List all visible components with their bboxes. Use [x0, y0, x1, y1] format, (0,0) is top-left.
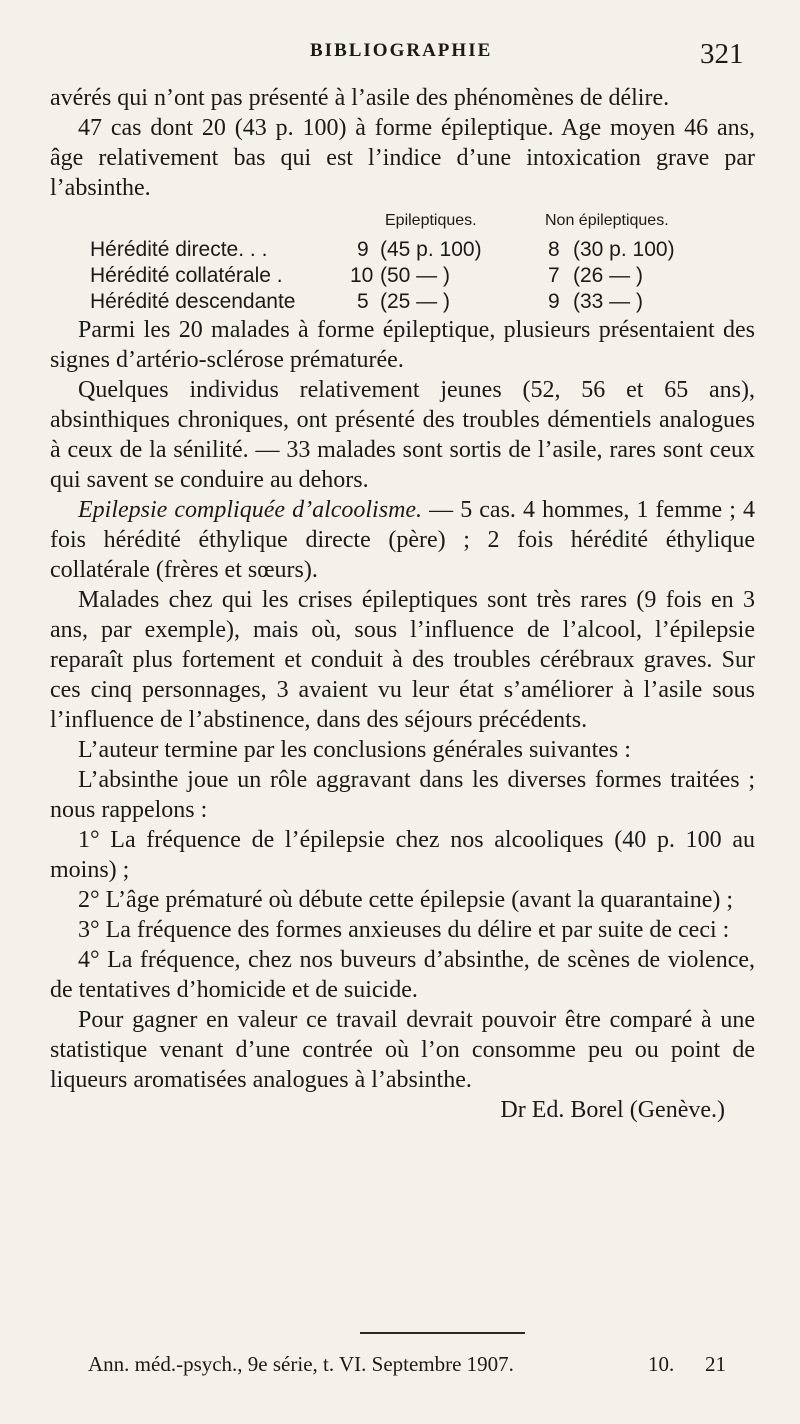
paragraph-continuation: avérés qui n’ont pas présenté à l’asile des phénomènes de délire.	[50, 85, 670, 111]
table-column-headers	[50, 203, 755, 233]
col-non-epileptiques: Non épileptiques.	[545, 212, 669, 229]
row-label: Hérédité collatérale .	[90, 264, 283, 287]
section-body: — 5 cas. 4 hommes, 1 femme ; 4 fois hérédité éthylique directe (père) ; 2 fois hérédité éthylique collatérale (frères et sœurs).	[50, 497, 756, 583]
cell-nonepi-count: 9	[548, 290, 560, 313]
paragraph-crises: Malades chez qui les crises épileptiques sont très rares (9 fois en 3 ans, par exemple), mais où, sous l’influence de l’alcool, l’épilepsie reparaît plus fortement et conduit à des troubles cérébraux graves. Sur ces cinq personnages, 3 avaient vu leur état s’améliorer à l’asile sous l’influence de l’abstinence, dans des séjours précédents.	[50, 587, 755, 733]
cell-nonepi-count: 7	[548, 264, 560, 287]
table-row	[50, 263, 755, 289]
heredity-table	[50, 237, 755, 315]
row-label: Hérédité directe. . .	[90, 238, 268, 261]
cell-epi-count: 10	[350, 264, 374, 287]
paragraph-final: Pour gagner en valeur ce travail devrait pouvoir être comparé à une statistique venant d’une contrée où l’on consomme peu ou point de liqueurs aromatisées analogues à l’absinthe.	[50, 1007, 755, 1093]
table-row	[50, 237, 755, 263]
cell-nonepi-percent: (33 — )	[573, 290, 644, 313]
cell-nonepi-percent: (30 p. 100)	[573, 238, 675, 261]
paragraph-epilepsie-alcoolisme	[50, 495, 755, 585]
page-footer	[88, 1352, 728, 1382]
row-label: Hérédité descendante	[90, 290, 296, 313]
table-row	[50, 289, 755, 315]
paragraph-absinthe-role: L’absinthe joue un rôle aggravant dans les diverses formes traitées ; nous rappelons :	[50, 767, 755, 823]
sheet-number: 10.	[648, 1352, 675, 1376]
cell-epi-count: 5	[357, 290, 369, 313]
cell-epi-percent: (45 p. 100)	[380, 238, 482, 261]
page-header	[0, 40, 800, 80]
author-signature: Dr Ed. Borel (Genève.)	[500, 1097, 725, 1123]
section-title: Epilepsie compliquée d’alcoolisme.	[78, 497, 423, 523]
cell-nonepi-percent: (26 — )	[573, 264, 644, 287]
conclusion-1: 1° La fréquence de l’épilepsie chez nos alcooliques (40 p. 100 au moins) ;	[50, 827, 755, 883]
conclusion-3: 3° La fréquence des formes anxieuses du délire et par suite de ceci :	[78, 917, 730, 943]
body-text	[50, 83, 755, 1125]
running-title: BIBLIOGRAPHIE	[310, 40, 493, 61]
page-number: 321	[700, 38, 744, 70]
cell-epi-percent: (25 — )	[380, 290, 451, 313]
conclusion-2: 2° L’âge prématuré où débute cette épilepsie (avant la quarantaine) ;	[78, 887, 734, 913]
footer-rule	[360, 1332, 525, 1334]
paragraph-47-cases: 47 cas dont 20 (43 p. 100) à forme épileptique. Age moyen 46 ans, âge relativement bas qui est l’indice d’une intoxication grave par l’absinthe.	[50, 115, 755, 201]
col-epileptiques: Epileptiques.	[385, 212, 477, 229]
paragraph-demence: Quelques individus relativement jeunes (52, 56 et 65 ans), absinthiques chroniques, ont présenté des troubles démentiels analogues à ceux de la sénilité. — 33 malades sont sortis de l’asile, rares sont ceux qui savent se conduire au dehors.	[50, 377, 755, 493]
journal-citation: Ann. méd.-psych., 9e série, t. VI. Septembre 1907.	[88, 1352, 514, 1376]
paragraph-conclusions-intro: L’auteur termine par les conclusions générales suivantes :	[78, 737, 631, 763]
paragraph-arteriosclerose: Parmi les 20 malades à forme épileptique, plusieurs présentaient des signes d’artério-sclérose prématurée.	[50, 317, 755, 373]
cell-epi-percent: (50 — )	[380, 264, 451, 287]
conclusion-4: 4° La fréquence, chez nos buveurs d’absinthe, de scènes de violence, de tentatives d’homicide et de suicide.	[50, 947, 755, 1003]
cell-epi-count: 9	[357, 238, 369, 261]
cell-nonepi-count: 8	[548, 238, 560, 261]
signature-mark: 21	[705, 1352, 726, 1376]
